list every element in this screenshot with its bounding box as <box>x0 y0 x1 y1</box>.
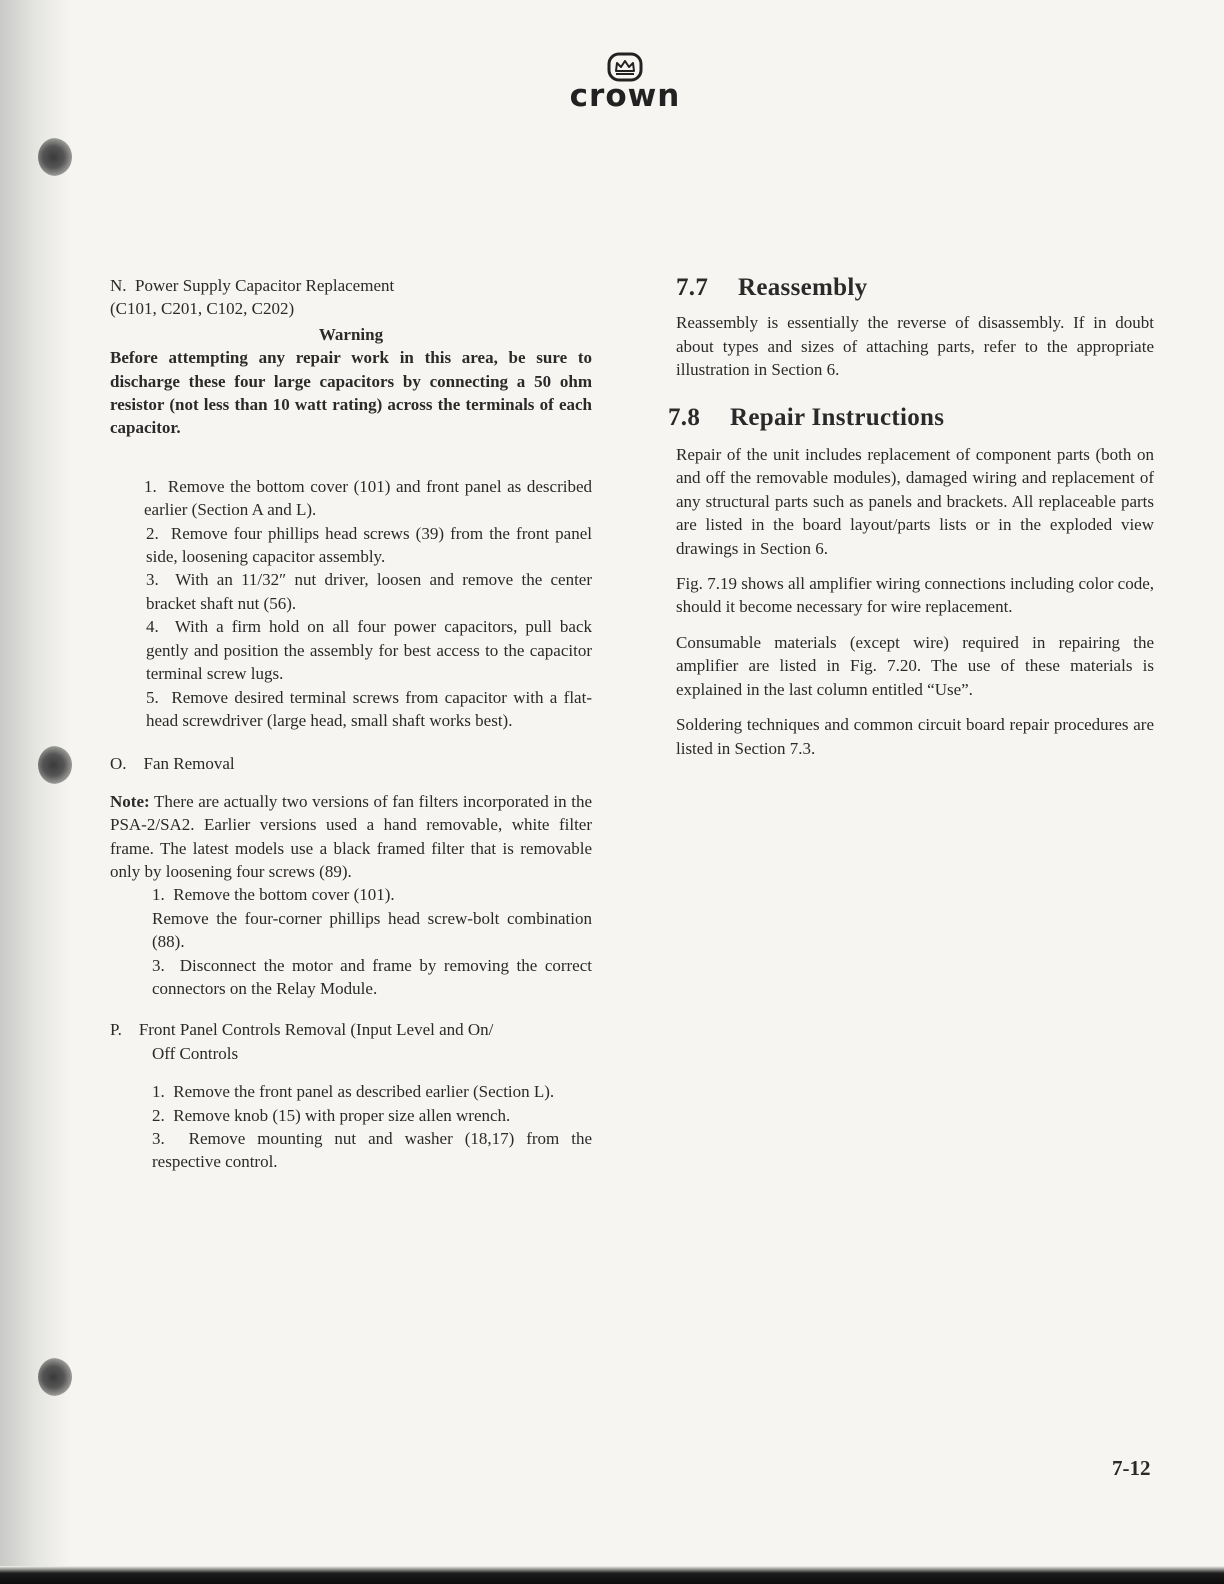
binder-hole-middle <box>38 746 72 784</box>
heading-7-7-number: 7.7 <box>676 274 709 301</box>
repair-paragraph: Fig. 7.19 shows all amplifier wiring connections including color code, should it become necessary for wire replacement. <box>676 574 1154 617</box>
section-n-step: 5. Remove desired terminal screws from capacitor with a flat-head screwdriver (large head, small shaft works best). <box>146 687 592 730</box>
repair-paragraph: Repair of the unit includes replacement of component parts (both on and off the removable modules), damaged wiring and replacement of any structural parts such as panels and brackets. All replaceable parts are listed in the board layout/parts lists or in the exploded view drawings in Section 6. <box>676 445 1154 558</box>
section-p-title-line2: Off Controls <box>152 1043 239 1063</box>
section-n-steps <box>110 475 592 732</box>
note-text: There are actually two versions of fan filters incorporated in the PSA-2/SA2. Earlier versions used a hand removable, white filter frame. The latest models use a black framed filter that is removable only by loosening four screws (89). <box>110 791 592 881</box>
heading-7-8-title: Repair Instructions <box>730 403 945 431</box>
section-p-title-line1: P. Front Panel Controls Removal (Input Level and On/ <box>110 1020 494 1040</box>
binder-hole-top <box>38 138 72 176</box>
logo-wordmark: crown <box>569 78 681 114</box>
heading-7-7 <box>676 276 1154 299</box>
section-p-step: 2. Remove knob (15) with proper size allen wrench. <box>152 1105 511 1125</box>
section-p-step: 3. Remove mounting nut and washer (18,17) from the respective control. <box>152 1129 592 1172</box>
page-bottom-edge <box>0 1566 1224 1584</box>
left-column <box>110 274 592 1174</box>
warning-text: Before attempting any repair work in this area, be sure to discharge these four large capacitors by connecting a 50 ohm resistor (not less than 10 watt rating) across the terminals of each capacitor. <box>110 348 592 438</box>
section-o-title: O. Fan Removal <box>110 754 235 774</box>
section-o-note <box>110 790 592 884</box>
section-p-steps <box>110 1080 592 1174</box>
repair-paragraph: Consumable materials (except wire) required in repairing the amplifier are listed in Fig. 7.20. The use of these materials is explained in the last column entitled “Use”. <box>676 632 1154 699</box>
section-n-step: 1. Remove the bottom cover (101) and front panel as described earlier (Section A and L). <box>144 476 592 520</box>
section-n-step: 2. Remove four phillips head screws (39) from the front panel side, loosening capacitor assembly. <box>146 523 592 567</box>
section-o-step: Remove the four-corner phillips head screw-bolt combination (88). <box>152 908 592 952</box>
warning-title: Warning <box>318 324 384 344</box>
repair-paragraph: Soldering techniques and common circuit board repair procedures are listed in Section 7.3. <box>676 715 1154 758</box>
section-o-step: 1. Remove the bottom cover (101). <box>152 885 395 905</box>
section-n-subtitle: (C101, C201, C102, C202) <box>110 299 295 319</box>
crown-logo <box>560 52 690 114</box>
section-p-step: 1. Remove the front panel as described earlier (Section L). <box>152 1082 555 1102</box>
reassembly-text: Reassembly is essentially the reverse of disassembly. If in doubt about types and sizes of attaching parts, refer to the appropriate illustration in Section 6. <box>676 313 1154 380</box>
page-number: 7-12 <box>1112 1456 1151 1480</box>
binder-hole-bottom <box>38 1358 72 1396</box>
heading-7-8 <box>668 403 1154 431</box>
section-o-steps <box>110 883 592 1000</box>
heading-7-7-title: Reassembly <box>738 274 868 301</box>
section-o-step: 3. Disconnect the motor and frame by removing the correct connectors on the Relay Module. <box>152 955 592 998</box>
right-column <box>668 274 1154 760</box>
heading-7-8-number: 7.8 <box>668 403 701 431</box>
section-n-step: 3. With an 11/32″ nut driver, loosen and remove the center bracket shaft nut (56). <box>146 570 592 613</box>
binding-edge-shadow <box>0 0 70 1584</box>
section-n-step: 4. With a firm hold on all four power capacitors, pull back gently and position the assembly for best access to the capacitor terminal screw lugs. <box>146 617 592 684</box>
section-n-title: N. Power Supply Capacitor Replacement <box>110 276 395 295</box>
note-label: Note: <box>110 791 150 811</box>
